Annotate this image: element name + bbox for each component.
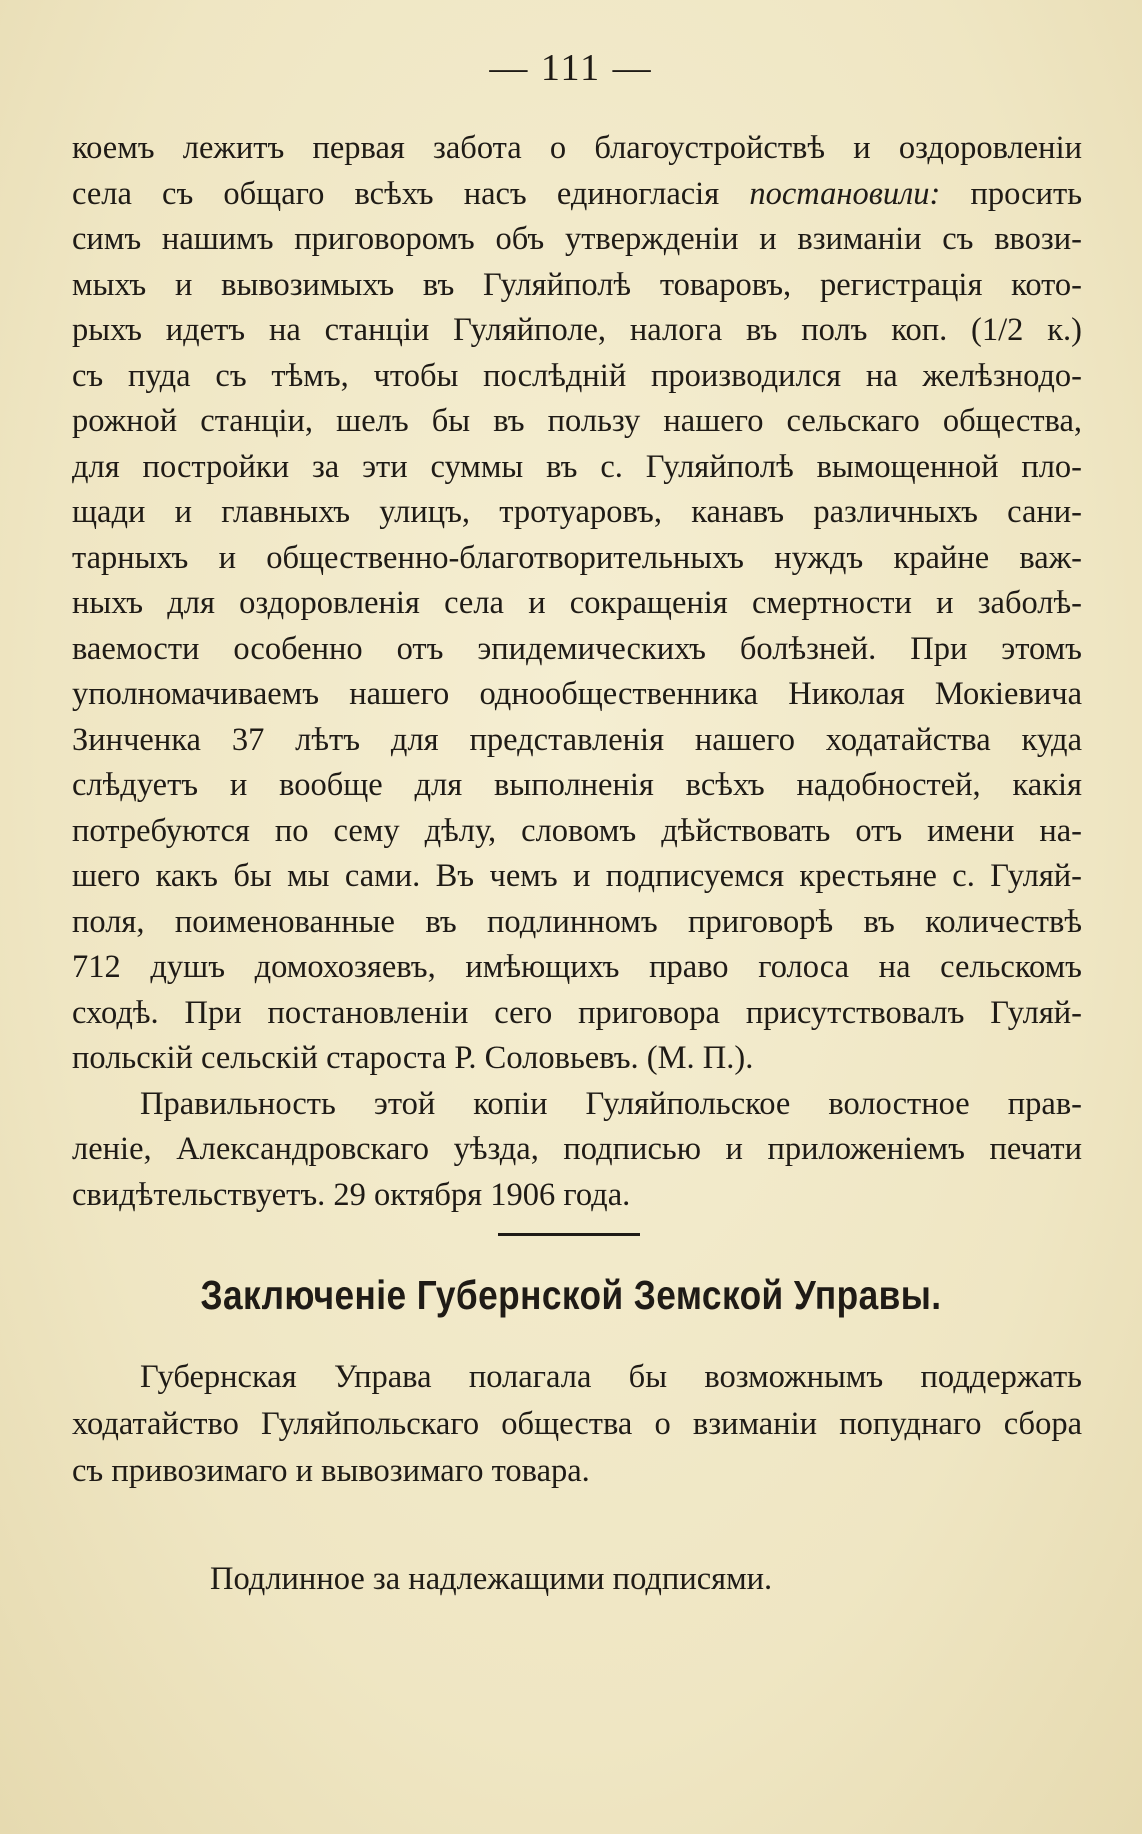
text-line: ваемости особенно отъ эпидемическихъ болѣзней. При этомъ	[72, 630, 1082, 667]
text-line: тарныхъ и общественно-благотворительныхъ нуждъ крайне важ-	[72, 539, 1082, 576]
certification-line: Правильность этой копіи Гуляйпольское волостное прав-	[140, 1085, 1082, 1122]
text-line: съ пуда съ тѣмъ, чтобы послѣдній производился на желѣзнодо-	[72, 357, 1082, 394]
text-line: Зинченка 37 лѣтъ для представленія нашего ходатайства куда	[72, 721, 1082, 758]
text-line: ныхъ для оздоровленія села и сокращенія смертности и заболѣ-	[72, 585, 1082, 621]
text-line: для постройки за эти суммы въ с. Гуляйполѣ вымощенной пло-	[72, 448, 1082, 485]
conclusion-line: съ привозимаго и вывозимаго товара.	[72, 1453, 590, 1489]
text-line-end: просить	[970, 175, 1083, 212]
section-heading: Заключеніе Губернской Земской Управы.	[200, 1272, 942, 1318]
certification-line: леніе, Александровскаго уѣзда, подписью и приложеніемъ печати	[72, 1131, 1082, 1167]
page-number: — 111 —	[489, 47, 653, 89]
italic-word: постановили:	[749, 175, 941, 212]
section-divider	[498, 1233, 640, 1236]
text-line: слѣдуетъ и вообще для выполненія всѣхъ надобностей, какія	[72, 767, 1082, 803]
text-line: рожной станціи, шелъ бы въ пользу нашего сельскаго общества,	[72, 403, 1082, 439]
text-line: потребуются по сему дѣлу, словомъ дѣйствовать отъ имени на-	[72, 812, 1082, 849]
text-line: рыхъ идетъ на станціи Гуляйполе, налога въ полъ коп. (1/2 к.)	[72, 312, 1082, 348]
resolution-text	[72, 126, 1082, 1218]
text-line: поля, поименованные въ подлинномъ приговорѣ въ количествѣ	[72, 903, 1082, 940]
text-line: коемъ лежитъ первая забота о благоустройствѣ и оздоровленіи	[72, 130, 1082, 166]
text-line: польскій сельскій староста Р. Соловьевъ. (М. П.).	[72, 1040, 754, 1076]
conclusion-line: ходатайство Гуляйпольскаго общества о взиманіи попуднаго сбора	[72, 1406, 1082, 1442]
text-line: щади и главныхъ улицъ, тротуаровъ, канавъ различныхъ сани-	[72, 494, 1082, 530]
conclusion-line: Губернская Управа полагала бы возможнымъ поддержать	[140, 1359, 1082, 1395]
text-line: шего какъ бы мы сами. Въ чемъ и подписуемся крестьяне с. Гуляй-	[72, 858, 1082, 894]
certification-line: свидѣтельствуетъ. 29 октября 1906 года.	[72, 1176, 631, 1213]
text-line: симъ нашимъ приговоромъ объ утвержденіи и взиманіи съ ввози-	[72, 221, 1082, 257]
text-line: мыхъ и вывозимыхъ въ Гуляйполѣ товаровъ, регистрація кото-	[72, 266, 1082, 303]
text-line	[72, 172, 1082, 218]
text-line: 712 душъ домохозяевъ, имѣющихъ право голоса на сельскомъ	[72, 949, 1082, 985]
text-line: уполномачиваемъ нашего однообщественника Николая Мокіевича	[72, 676, 1082, 712]
text-line-start: села съ общаго всѣхъ насъ единогласія	[72, 175, 720, 212]
closing-note: Подлинное за надлежащими подписями.	[210, 1561, 773, 1597]
text-line: сходѣ. При постановленіи сего приговора присутствовалъ Гуляй-	[72, 994, 1082, 1031]
conclusion-text	[72, 1354, 1082, 1495]
